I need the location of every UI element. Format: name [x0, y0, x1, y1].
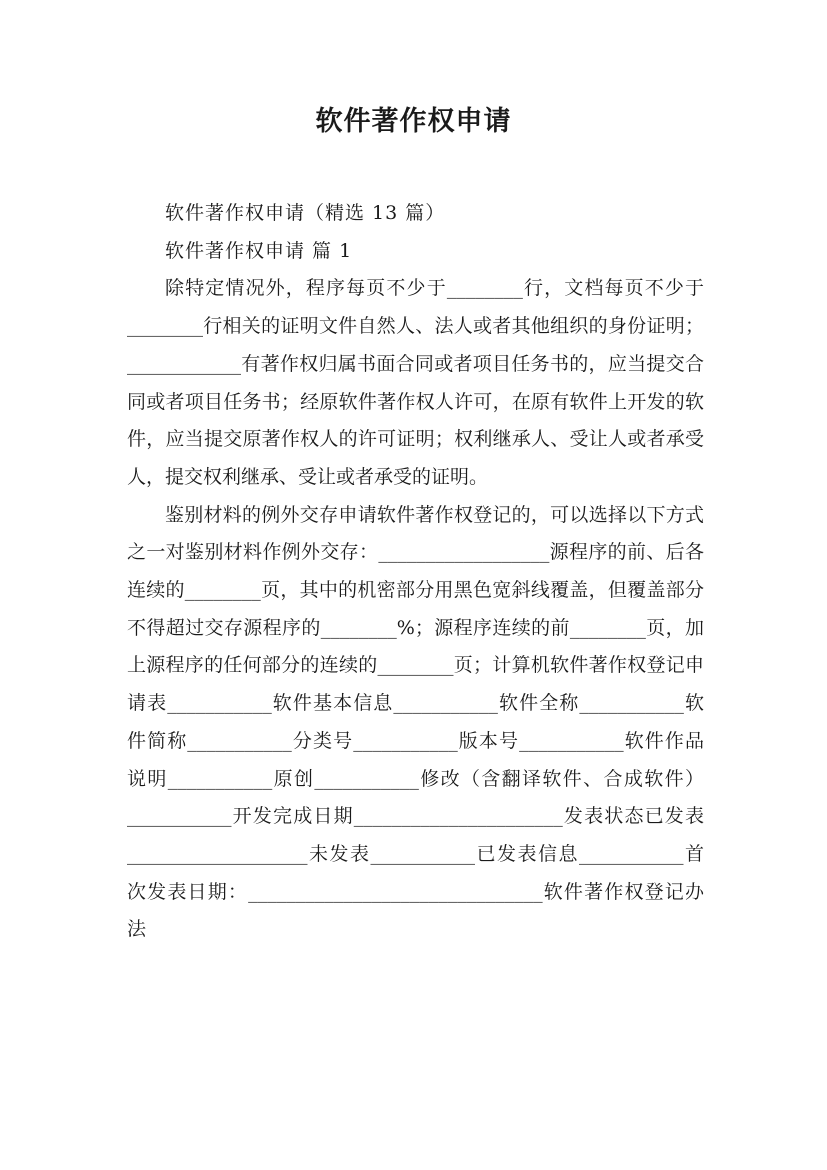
body-paragraph-1: 除特定情况外，程序每页不少于________行，文档每页不少于________行相关的证明文件自然人、法人或者其他组织的身份证明；____________有著作权归属书面合同或者项目任务书的，应当提交合同或者项目任务书；经原软件著作权人许可，在原有软件上开发的软件，应当提交原著作权人的许可证明；权利继承人、受让人或者承受人，提交权利继承、受让或者承受的证明。: [127, 277, 704, 488]
document-body: [127, 195, 704, 949]
body-paragraph-2: 鉴别材料的例外交存申请软件著作权登记的，可以选择以下方式之一对鉴别材料作例外交存：__________________源程序的前、后各连续的________页，其中的机密部分用黑色宽斜线覆盖，但覆盖部分不得超过交存源程序的________%；源程序连续的前________页，加上源程序的任何部分的连续的________页；计算机软件著作权登记申请表___________软件基本信息___________软件全称___________软件简称___________分类号___________版本号___________软件作品说明___________原创___________修改（含翻译软件、合成软件）___________开发完成日期______________________发表状态已发表___________________未发表___________已发表信息___________首次发表日期：_______________________________软件著作权登记办法: [127, 503, 704, 941]
section-heading: 软件著作权申请 篇 1: [165, 239, 353, 262]
document-title: 软件著作权申请: [315, 106, 512, 137]
document-subtitle: 软件著作权申请（精选 13 篇）: [165, 202, 446, 224]
